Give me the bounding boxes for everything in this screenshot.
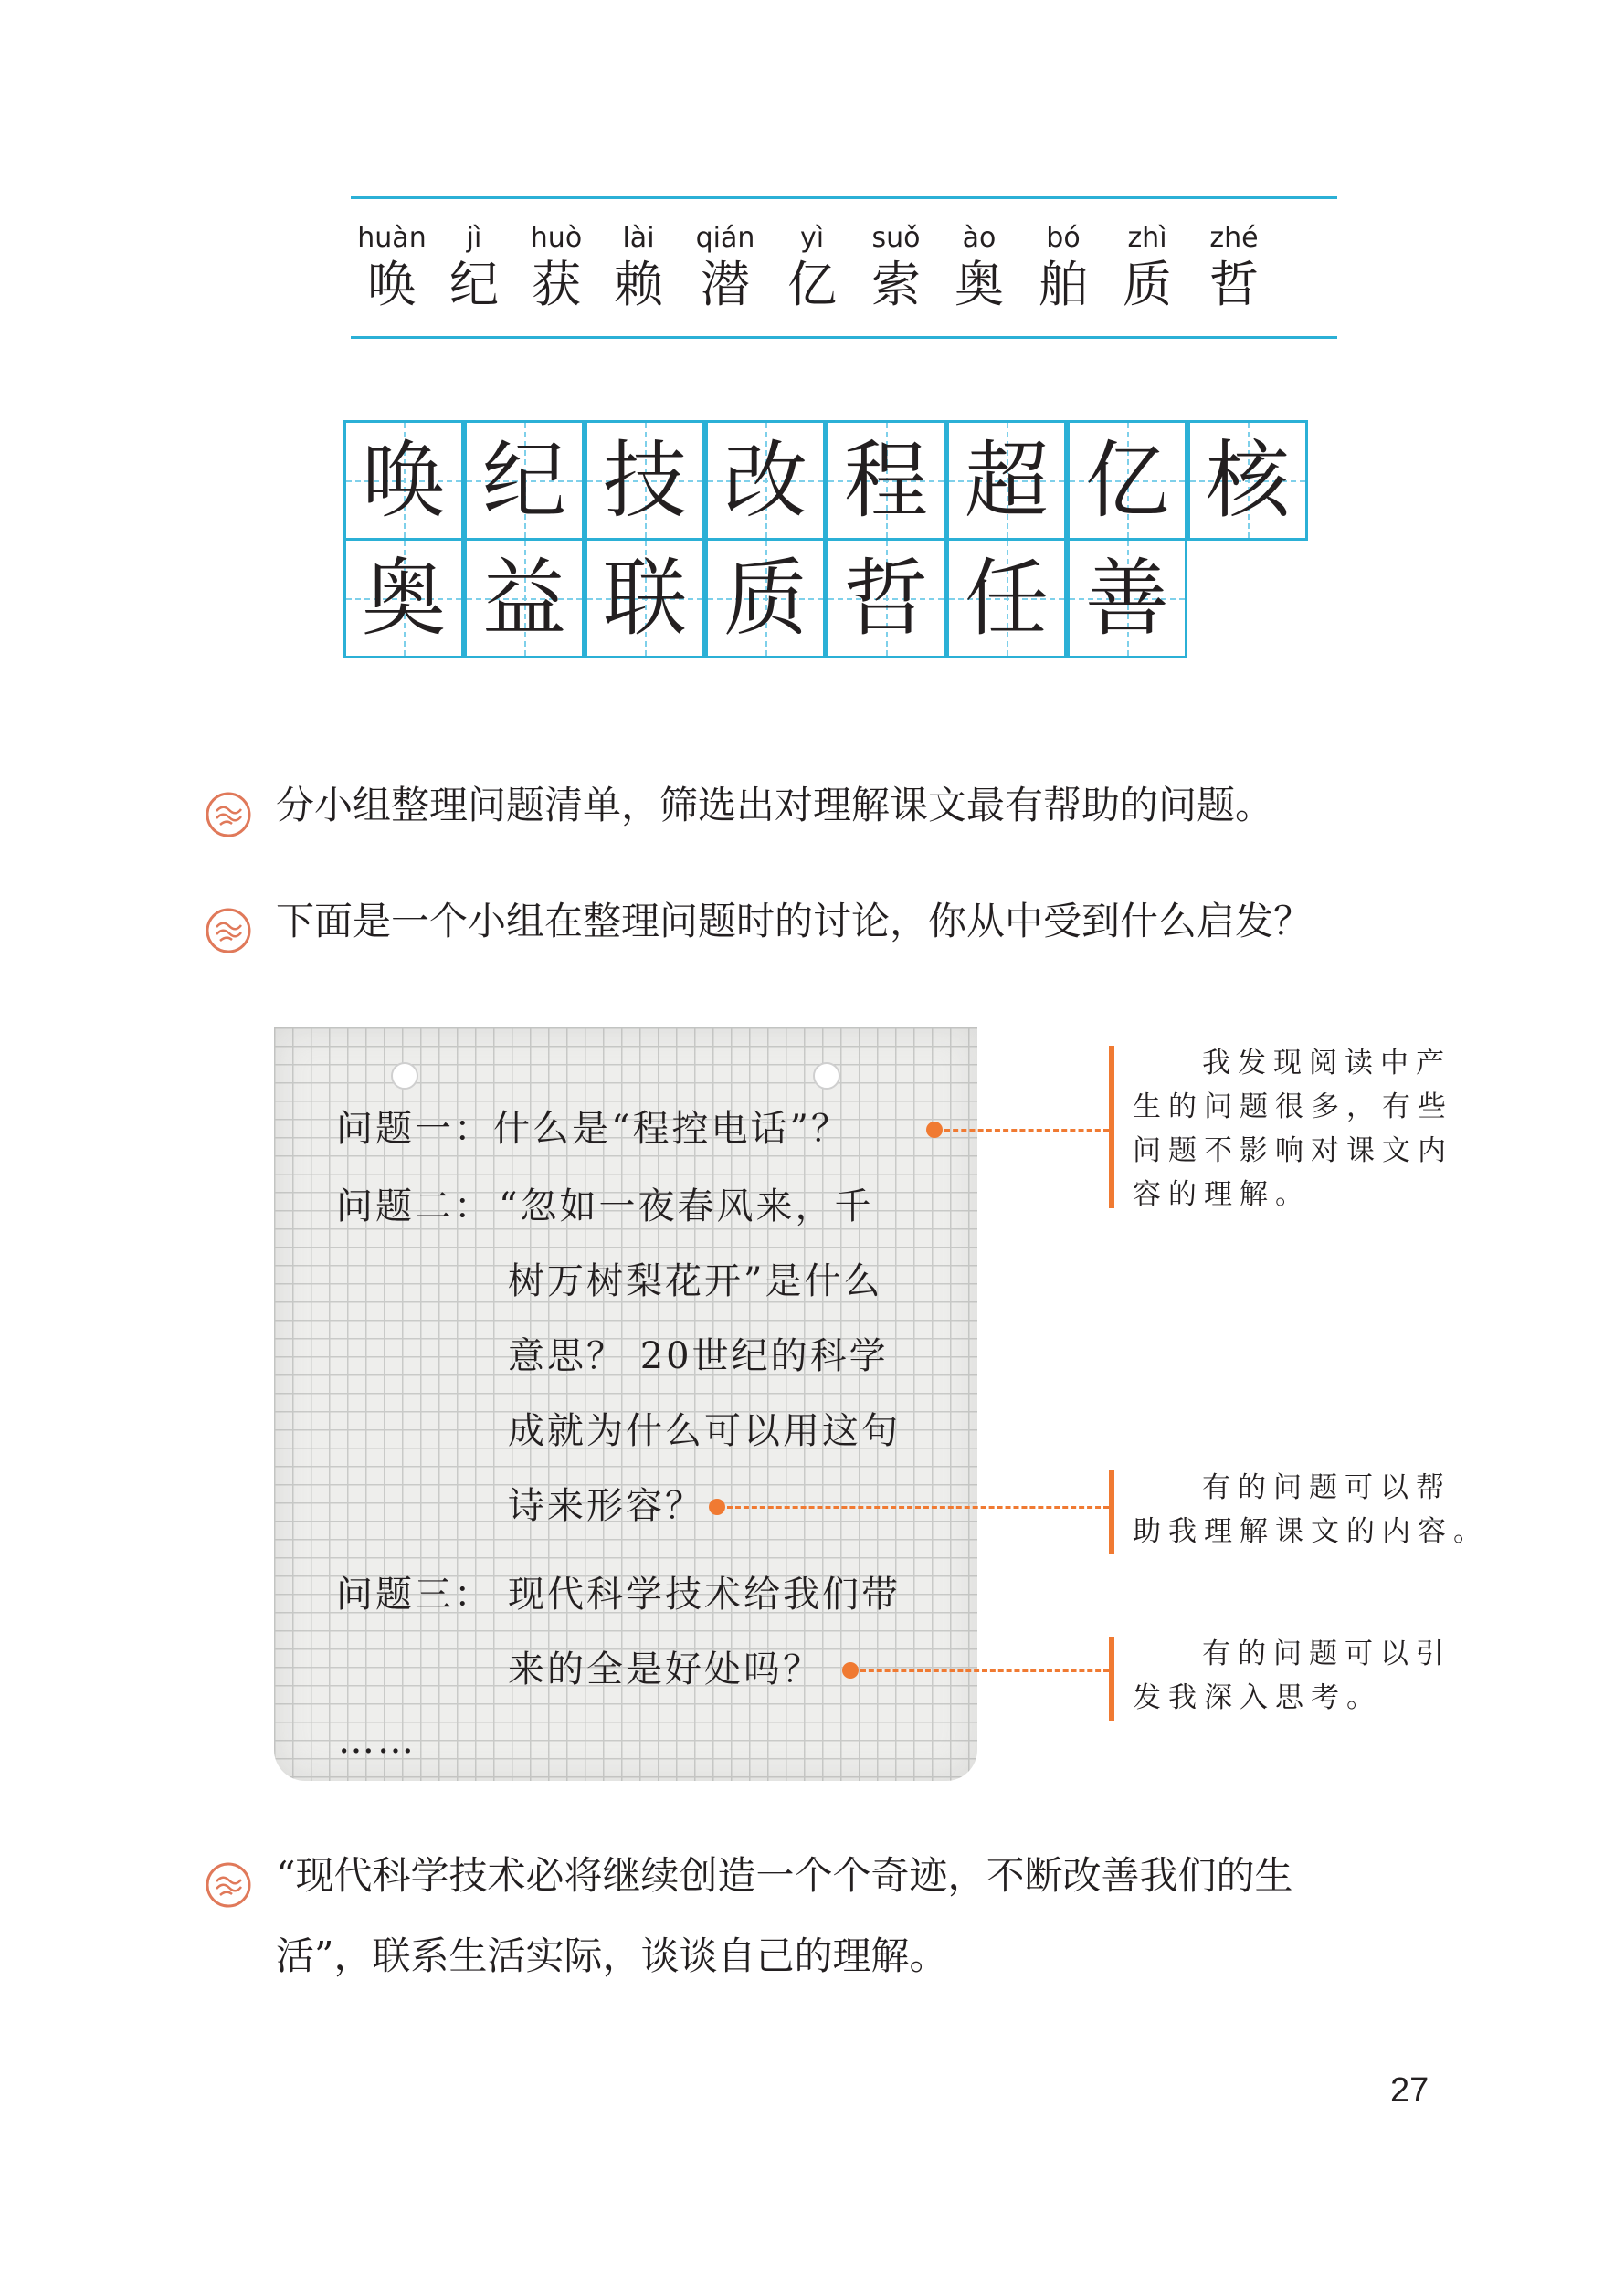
writing-cell (946, 420, 1067, 541)
pinyin-char-cell (855, 199, 937, 315)
pinyin-char-cell (1193, 199, 1275, 315)
connector-dot (926, 1122, 943, 1138)
pinyin: zhé (1209, 222, 1259, 254)
hanzi: 索 (871, 256, 921, 313)
notepad-hole (391, 1062, 418, 1090)
question-2-line: 成就为什么可以用这句 (508, 1410, 901, 1452)
writing-cell (826, 538, 946, 658)
side-note-2 (1133, 1466, 1516, 1553)
writing-cell (1067, 420, 1187, 541)
pinyin: lài (622, 222, 655, 254)
writing-char: 核 (1205, 432, 1290, 530)
side-note-1 (1133, 1041, 1480, 1216)
writing-cell (1187, 420, 1308, 541)
writing-char: 亿 (1084, 432, 1169, 530)
instruction-line: 活”，联系生活实际，谈谈自己的理解。 (276, 1933, 948, 1978)
note-line: 生的问题很多，有些 (1133, 1090, 1453, 1123)
hanzi: 质 (1123, 256, 1172, 313)
writing-cell (705, 538, 826, 658)
pinyin-char-cell (684, 199, 766, 315)
instruction-text: 下面是一个小组在整理问题时的讨论，你从中受到什么启发？ (276, 899, 1313, 943)
writing-cell (343, 420, 464, 541)
writing-char: 任 (964, 550, 1049, 648)
note-line: 助我理解课文的内容。 (1133, 1515, 1489, 1548)
note-line: 我发现阅读中产 (1202, 1047, 1451, 1080)
instruction-text (276, 1836, 1463, 1996)
writing-char: 益 (481, 550, 566, 648)
pinyin-char-cell (433, 199, 515, 315)
question-3-line: 来的全是好处吗？ (508, 1648, 822, 1690)
connector-line (727, 1506, 1109, 1509)
pinyin: qián (695, 222, 755, 254)
pinyin: yì (799, 222, 825, 254)
hanzi: 获 (532, 256, 581, 313)
writing-cell (585, 420, 705, 541)
note-line: 发我深入思考。 (1133, 1681, 1382, 1714)
writing-char: 改 (723, 432, 807, 530)
writing-cell (826, 420, 946, 541)
instruction-item (205, 1854, 1465, 2018)
seal-icon (205, 907, 252, 954)
note-line: 问题不影响对课文内 (1133, 1134, 1453, 1167)
writing-char: 奥 (361, 550, 446, 648)
seal-icon (205, 791, 252, 838)
connector-dot (842, 1662, 859, 1679)
pinyin-char-cell (1106, 199, 1188, 315)
side-note-3 (1133, 1632, 1480, 1720)
connector-dot (709, 1499, 725, 1515)
ellipsis: …… (338, 1720, 417, 1762)
hanzi: 唤 (367, 256, 417, 313)
page-number: 27 (1390, 2071, 1429, 2110)
writing-char: 联 (602, 550, 687, 648)
pinyin-char-cell (351, 199, 433, 315)
hanzi: 潜 (701, 256, 750, 313)
hanzi: 奥 (955, 256, 1004, 313)
writing-cell (705, 420, 826, 541)
instruction-item (205, 900, 1465, 973)
writing-cell (946, 538, 1067, 658)
writing-cell (464, 420, 585, 541)
instruction-item (205, 784, 1465, 857)
writing-cell (464, 538, 585, 658)
writing-char: 哲 (843, 550, 928, 648)
writing-char: 程 (843, 432, 928, 530)
note-bar (1109, 1046, 1114, 1208)
pinyin-char-cell (515, 199, 597, 315)
question-2-line: 诗来形容？ (508, 1485, 704, 1527)
note-line: 容的理解。 (1133, 1178, 1311, 1211)
writing-char: 质 (723, 550, 807, 648)
question-2-line: “忽如一夜春风来，千 (499, 1185, 874, 1227)
question-2-line: 意思？ 20世纪的科学 (508, 1335, 889, 1377)
instruction-text: 分小组整理问题清单，筛选出对理解课文最有帮助的问题。 (276, 783, 1274, 827)
writing-char: 技 (602, 432, 687, 530)
pinyin: huàn (357, 222, 427, 254)
pinyin-row (351, 199, 1337, 336)
pinyin: zhì (1127, 222, 1167, 254)
pinyin: bó (1046, 222, 1081, 254)
writing-char: 唤 (361, 432, 446, 530)
note-bar (1109, 1637, 1114, 1721)
pinyin-char-cell (938, 199, 1020, 315)
hanzi: 舶 (1039, 256, 1088, 313)
question-3-label: 问题三： (336, 1574, 493, 1616)
question-2-line: 树万树梨花开”是什么 (508, 1260, 883, 1302)
writing-char: 超 (964, 432, 1049, 530)
hanzi: 赖 (614, 256, 663, 313)
pinyin: jì (466, 222, 482, 254)
notepad-hole (813, 1062, 840, 1090)
writing-cell (1067, 538, 1187, 658)
note-bar (1109, 1470, 1114, 1554)
pinyin: ào (962, 222, 997, 254)
writing-cell (585, 538, 705, 658)
instruction-line: “现代科学技术必将继续创造一个个奇迹，不断改善我们的生 (276, 1853, 1293, 1898)
hanzi: 纪 (449, 256, 499, 313)
pinyin-char-cell (597, 199, 680, 315)
pinyin-character-band (351, 196, 1337, 339)
writing-char: 纪 (481, 432, 566, 530)
question-3-line: 现代科学技术给我们带 (508, 1574, 901, 1616)
writing-char: 善 (1084, 550, 1169, 648)
note-line: 有的问题可以帮 (1202, 1471, 1451, 1504)
hanzi: 亿 (787, 256, 837, 313)
hanzi: 哲 (1209, 256, 1259, 313)
question-1: 问题一：什么是“程控电话”？ (336, 1108, 850, 1150)
question-2-label: 问题二： (336, 1185, 493, 1227)
note-line: 有的问题可以引 (1202, 1638, 1451, 1670)
pinyin: huò (530, 222, 583, 254)
connector-line (860, 1669, 1109, 1672)
writing-cell (343, 538, 464, 658)
connector-line (944, 1129, 1109, 1132)
pinyin-char-cell (1022, 199, 1104, 315)
pinyin: suǒ (871, 222, 921, 254)
grid-notepad (274, 1027, 977, 1781)
seal-icon (205, 1861, 252, 1909)
pinyin-char-cell (771, 199, 853, 315)
